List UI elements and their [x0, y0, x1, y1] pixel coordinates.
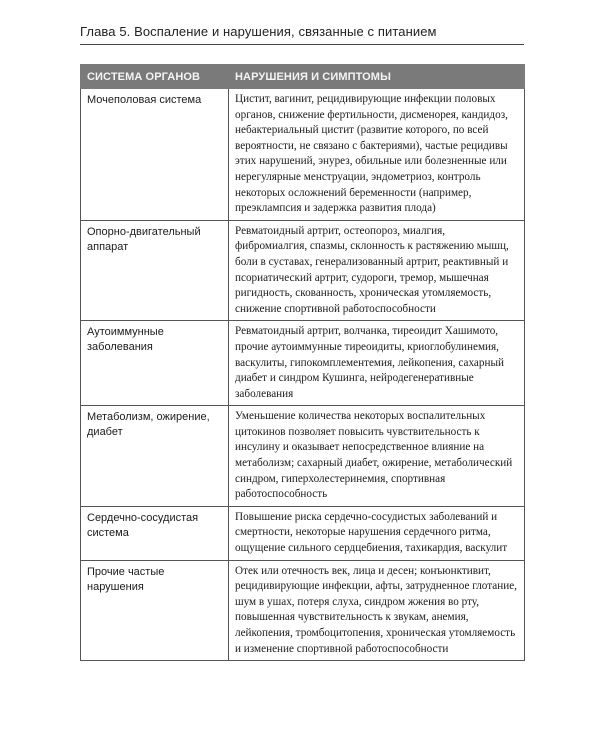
symptoms-cell: Уменьшение количества некоторых воспалительных цитокинов позволяет повысить чувствительность к инсулину и оказывает непосредственное влияние на метаболизм; сахарный диабет, ожирение, метаболический синдром, гиперхолестеринемия, спортивная работоспособность — [229, 406, 525, 507]
table-row — [81, 506, 525, 560]
table-row — [81, 321, 525, 406]
table-row — [81, 560, 525, 661]
symptoms-cell: Ревматоидный артрит, волчанка, тиреоидит Хашимото, прочие аутоиммунные тиреоидиты, криоглобулинемия, васкулиты, гипокомплементемия, лейкопения, сахарный диабет и синдром Кушинга, нейродегенеративные заболевания — [229, 321, 525, 406]
running-head: Глава 5. Воспаление и нарушения, связанные с питанием — [80, 24, 437, 39]
table-header-row — [81, 65, 525, 89]
organ-system-cell: Метаболизм, ожирение, диабет — [81, 406, 229, 507]
organ-system-cell: Опорно-двигательный аппарат — [81, 220, 229, 321]
symptoms-table — [80, 64, 525, 661]
symptoms-cell: Повышение риска сердечно-сосудистых заболеваний и смертности, некоторые нарушения сердечного ритма, ощущение сильного сердцебиения, тахикардия, васкулит — [229, 506, 525, 560]
organ-system-cell: Мочеполовая система — [81, 89, 229, 221]
table-row — [81, 220, 525, 321]
table-row — [81, 89, 525, 221]
column-header-symptoms: НАРУШЕНИЯ И СИМПТОМЫ — [229, 65, 525, 89]
organ-system-cell: Прочие частые нарушения — [81, 560, 229, 661]
table-row — [81, 406, 525, 507]
header-rule — [80, 44, 524, 45]
symptoms-cell: Ревматоидный артрит, остеопороз, миалгия, фибромиалгия, спазмы, склонность к растяжению мышц, боли в суставах, генерализованный артрит, реактивный и псориатический артрит, судороги, тремор, мышечная ригидность, скованность, хроническая утомляемость, снижение спортивной работоспособности — [229, 220, 525, 321]
column-header-system: СИСТЕМА ОРГАНОВ — [81, 65, 229, 89]
organ-system-cell: Сердечно-сосудистая система — [81, 506, 229, 560]
organ-system-cell: Аутоиммунные заболевания — [81, 321, 229, 406]
symptoms-cell: Отек или отечность век, лица и десен; конъюнктивит, рецидивирующие инфекции, афты, затрудненное глотание, шум в ушах, потеря слуха, синдром жжения во рту, повышенная чувствительность к звукам, анемия, лейкопения, тромбоцитопения, хроническая утомляемость и изменение спортивной работоспособности — [229, 560, 525, 661]
symptoms-cell: Цистит, вагинит, рецидивирующие инфекции половых органов, снижение фертильности, дисменорея, кандидоз, небактериальный цистит (развитие которого, по всей вероятности, не связано с бактериями), частые рецидивы этих нарушений, энурез, обильные или болезненные или нерегулярные менструации, эндометриоз, контроль некоторых осложнений беременности (например, преэклампсия и задержка развития плода) — [229, 89, 525, 221]
